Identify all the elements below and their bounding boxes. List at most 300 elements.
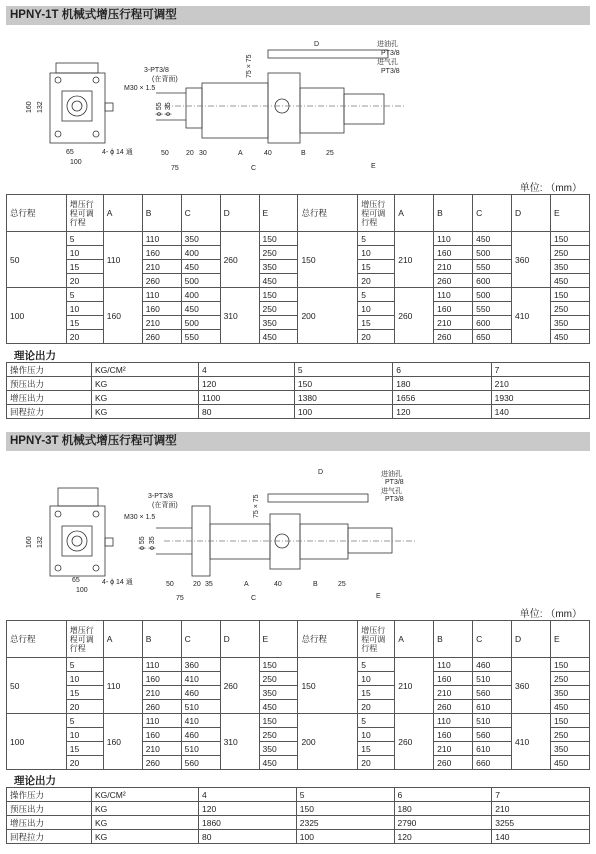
output-unit: KG <box>92 377 199 391</box>
dim-65: 65 <box>66 149 74 156</box>
cell-c: 510 <box>181 700 220 714</box>
cell-total: 100 <box>7 714 67 770</box>
header-b: B <box>434 621 473 658</box>
label-C: C <box>251 595 257 602</box>
output-value: 210 <box>491 377 589 391</box>
cell-c: 600 <box>473 316 512 330</box>
cell-c: 500 <box>181 274 220 288</box>
header-c: C <box>473 195 512 232</box>
cell-total: 100 <box>7 288 67 344</box>
cell-adjust: 10 <box>358 728 395 742</box>
cell-e: 350 <box>259 742 298 756</box>
header-adjust: 增压行程可调行程 <box>66 621 103 658</box>
thread: M30 × 1.5 <box>124 514 156 521</box>
cell-adjust: 10 <box>66 246 103 260</box>
cell-c: 510 <box>473 714 512 728</box>
cell-b: 110 <box>142 658 181 672</box>
cell-c: 500 <box>473 246 512 260</box>
cell-adjust: 15 <box>358 742 395 756</box>
cell-e: 250 <box>259 246 298 260</box>
cell-b: 210 <box>434 316 473 330</box>
cell-adjust: 15 <box>66 742 103 756</box>
table-row <box>7 658 590 672</box>
cell-c: 410 <box>181 714 220 728</box>
cell-a: 260 <box>395 288 434 344</box>
output-table <box>6 362 590 419</box>
cell-adjust: 15 <box>66 686 103 700</box>
cell-b: 160 <box>142 672 181 686</box>
output-row <box>7 816 590 830</box>
label-A: A <box>244 581 249 588</box>
cell-adjust: 15 <box>358 316 395 330</box>
cell-b: 160 <box>434 302 473 316</box>
cell-adjust: 5 <box>358 714 395 728</box>
output-value: 4 <box>199 788 297 802</box>
output-value: 80 <box>199 830 297 844</box>
header-a: A <box>103 621 142 658</box>
cell-e: 350 <box>550 316 589 330</box>
port-air: 进气孔 <box>377 59 398 66</box>
cell-c: 350 <box>181 232 220 246</box>
cell-b: 260 <box>434 756 473 770</box>
cell-c: 400 <box>181 246 220 260</box>
dim-25: 25 <box>326 150 334 157</box>
header-b: B <box>142 195 181 232</box>
cell-a: 110 <box>103 232 142 288</box>
label-E: E <box>376 593 381 600</box>
cell-adjust: 20 <box>358 330 395 344</box>
output-row <box>7 363 590 377</box>
label-E: E <box>371 163 376 170</box>
cell-b: 160 <box>142 246 181 260</box>
output-value: 7 <box>492 788 590 802</box>
cell-c: 660 <box>473 756 512 770</box>
cell-d: 410 <box>512 288 551 344</box>
cell-d: 260 <box>220 658 259 714</box>
output-value: 3255 <box>492 816 590 830</box>
output-label: 增压出力 <box>7 816 92 830</box>
label-B: B <box>313 581 318 588</box>
port-oil-size: PT3/8 <box>385 479 404 486</box>
output-value: 2790 <box>394 816 492 830</box>
dim-40: 40 <box>264 150 272 157</box>
dim-phi55: ϕ 55 <box>156 102 163 116</box>
cell-e: 350 <box>550 742 589 756</box>
header-c: C <box>181 621 220 658</box>
dim-75: 75 <box>176 595 184 602</box>
output-value: 120 <box>393 405 491 419</box>
cell-a: 210 <box>395 232 434 288</box>
cell-c: 610 <box>473 700 512 714</box>
output-label: 增压出力 <box>7 391 92 405</box>
cell-d: 410 <box>512 714 551 770</box>
output-label: 操作压力 <box>7 363 92 377</box>
dim-30: 30 <box>199 150 207 157</box>
table-row <box>7 232 590 246</box>
output-row <box>7 405 590 419</box>
port-air-size: PT3/8 <box>381 68 400 75</box>
output-unit: KG <box>92 816 199 830</box>
cell-c: 500 <box>181 316 220 330</box>
label-C: C <box>251 165 257 172</box>
output-title: 理论出力 <box>14 350 56 362</box>
header-c: C <box>181 195 220 232</box>
output-value: 6 <box>394 788 492 802</box>
cell-adjust: 10 <box>358 246 395 260</box>
output-value: 5 <box>296 788 394 802</box>
cell-total: 50 <box>7 232 67 288</box>
cell-c: 450 <box>181 302 220 316</box>
cell-c: 560 <box>473 686 512 700</box>
cell-b: 210 <box>434 686 473 700</box>
cell-c: 460 <box>181 728 220 742</box>
output-unit: KG <box>92 830 199 844</box>
cell-total: 150 <box>298 232 358 288</box>
output-value: 140 <box>492 830 590 844</box>
cell-b: 110 <box>142 714 181 728</box>
cell-adjust: 5 <box>66 288 103 302</box>
cell-total: 50 <box>7 658 67 714</box>
cell-c: 450 <box>181 260 220 274</box>
dim-160: 160 <box>26 536 33 548</box>
cell-b: 210 <box>142 686 181 700</box>
dimension-table <box>6 194 590 344</box>
cell-b: 260 <box>142 756 181 770</box>
output-row <box>7 377 590 391</box>
cell-adjust: 5 <box>358 658 395 672</box>
output-label: 操作压力 <box>7 788 92 802</box>
dim-hole: 4- ϕ 14 通 <box>102 149 133 156</box>
cell-e: 350 <box>550 686 589 700</box>
cell-e: 150 <box>259 288 298 302</box>
cell-adjust: 5 <box>66 232 103 246</box>
output-value: 120 <box>199 377 295 391</box>
cell-c: 550 <box>181 330 220 344</box>
header-e: E <box>550 195 589 232</box>
cell-adjust: 15 <box>66 260 103 274</box>
output-value: 210 <box>492 802 590 816</box>
cell-e: 150 <box>259 714 298 728</box>
cell-d: 360 <box>512 658 551 714</box>
cell-c: 610 <box>473 742 512 756</box>
output-value: 2325 <box>296 816 394 830</box>
output-unit: KG <box>92 802 199 816</box>
cell-a: 160 <box>103 288 142 344</box>
table-header-row <box>7 621 590 658</box>
cell-a: 210 <box>395 658 434 714</box>
cell-adjust: 20 <box>66 330 103 344</box>
port-oil: 进油孔 <box>377 41 398 48</box>
cell-b: 260 <box>434 330 473 344</box>
cell-b: 160 <box>142 728 181 742</box>
port-main-note: (在背面) <box>152 76 178 83</box>
dim-phi35: ϕ 35 <box>149 536 156 550</box>
cell-b: 210 <box>434 742 473 756</box>
cell-adjust: 5 <box>66 658 103 672</box>
output-table <box>6 787 590 844</box>
cell-b: 110 <box>434 714 473 728</box>
header-e: E <box>550 621 589 658</box>
cell-e: 150 <box>550 288 589 302</box>
cylinder-drawing <box>6 456 590 606</box>
cell-a: 260 <box>395 714 434 770</box>
cell-d: 260 <box>220 232 259 288</box>
cell-e: 150 <box>259 232 298 246</box>
cell-d: 310 <box>220 288 259 344</box>
dim-50: 50 <box>166 581 174 588</box>
cell-adjust: 10 <box>66 728 103 742</box>
cell-e: 350 <box>259 316 298 330</box>
output-unit: KG/CM² <box>92 363 199 377</box>
cell-e: 450 <box>259 756 298 770</box>
cell-e: 450 <box>259 274 298 288</box>
cell-b: 110 <box>434 232 473 246</box>
cell-e: 250 <box>550 728 589 742</box>
output-value: 7 <box>491 363 589 377</box>
output-unit: KG <box>92 391 199 405</box>
cell-b: 260 <box>434 274 473 288</box>
cell-b: 210 <box>142 742 181 756</box>
header-b: B <box>142 621 181 658</box>
output-title: 理论出力 <box>14 775 56 787</box>
section-title: HPNY-3T 机械式增压行程可调型 <box>6 432 590 451</box>
header-e: E <box>259 195 298 232</box>
cell-adjust: 10 <box>66 672 103 686</box>
dim-160: 160 <box>26 101 33 113</box>
output-value: 120 <box>394 830 492 844</box>
cell-adjust: 20 <box>358 756 395 770</box>
cell-e: 450 <box>550 330 589 344</box>
output-label: 预压出力 <box>7 377 92 391</box>
header-adjust: 增压行程可调行程 <box>66 195 103 232</box>
label-A: A <box>238 150 243 157</box>
header-adjust: 增压行程可调行程 <box>358 621 395 658</box>
output-row <box>7 830 590 844</box>
cell-adjust: 15 <box>66 316 103 330</box>
dim-40: 40 <box>274 581 282 588</box>
dim-20: 20 <box>186 150 194 157</box>
cell-c: 460 <box>181 686 220 700</box>
cell-b: 260 <box>142 274 181 288</box>
output-row <box>7 788 590 802</box>
header-adjust: 增压行程可调行程 <box>358 195 395 232</box>
header-a: A <box>395 195 434 232</box>
port-oil: 进油孔 <box>381 471 402 478</box>
output-value: 100 <box>294 405 392 419</box>
cell-e: 250 <box>550 246 589 260</box>
cell-adjust: 20 <box>358 700 395 714</box>
output-row <box>7 802 590 816</box>
cell-e: 450 <box>550 274 589 288</box>
cell-c: 510 <box>473 672 512 686</box>
cell-c: 560 <box>181 756 220 770</box>
cell-c: 450 <box>473 232 512 246</box>
port-main: 3-PT3/8 <box>148 493 173 500</box>
header-e: E <box>259 621 298 658</box>
cell-b: 110 <box>434 288 473 302</box>
cell-e: 450 <box>259 700 298 714</box>
cell-c: 650 <box>473 330 512 344</box>
cell-e: 350 <box>550 260 589 274</box>
output-row <box>7 391 590 405</box>
header-total: 总行程 <box>298 195 358 232</box>
cell-e: 250 <box>550 302 589 316</box>
header-total: 总行程 <box>7 621 67 658</box>
output-value: 4 <box>199 363 295 377</box>
cell-adjust: 5 <box>66 714 103 728</box>
cell-b: 160 <box>434 728 473 742</box>
cell-e: 350 <box>259 686 298 700</box>
dim-75x75: 75 × 75 <box>253 494 260 518</box>
dim-75: 75 <box>171 165 179 172</box>
cell-b: 160 <box>434 672 473 686</box>
cell-a: 110 <box>103 658 142 714</box>
cell-b: 260 <box>434 700 473 714</box>
output-value: 1930 <box>491 391 589 405</box>
cell-adjust: 15 <box>358 686 395 700</box>
output-unit: KG <box>92 405 199 419</box>
cell-c: 510 <box>181 742 220 756</box>
output-value: 1860 <box>199 816 297 830</box>
output-unit: KG/CM² <box>92 788 199 802</box>
cell-c: 460 <box>473 658 512 672</box>
cell-b: 110 <box>142 232 181 246</box>
output-value: 80 <box>199 405 295 419</box>
table-header-row <box>7 195 590 232</box>
cell-b: 110 <box>142 288 181 302</box>
dim-25: 25 <box>338 581 346 588</box>
dim-hole: 4- ϕ 14 通 <box>102 579 133 586</box>
label-B: B <box>301 150 306 157</box>
output-value: 5 <box>294 363 392 377</box>
output-value: 180 <box>393 377 491 391</box>
cell-adjust: 20 <box>66 756 103 770</box>
cell-d: 310 <box>220 714 259 770</box>
cell-c: 550 <box>473 302 512 316</box>
table-row <box>7 288 590 302</box>
cell-e: 150 <box>550 658 589 672</box>
output-value: 1656 <box>393 391 491 405</box>
cell-b: 210 <box>434 260 473 274</box>
output-label: 回程拉力 <box>7 405 92 419</box>
cell-c: 550 <box>473 260 512 274</box>
dim-75x75: 75 × 75 <box>246 54 253 78</box>
cell-b: 260 <box>142 700 181 714</box>
output-value: 150 <box>294 377 392 391</box>
cylinder-drawing <box>6 28 590 178</box>
output-value: 140 <box>491 405 589 419</box>
header-b: B <box>434 195 473 232</box>
cell-e: 250 <box>259 302 298 316</box>
section-title: HPNY-1T 机械式增压行程可调型 <box>6 6 590 25</box>
cell-e: 150 <box>259 658 298 672</box>
thread: M30 × 1.5 <box>124 85 156 92</box>
dim-50: 50 <box>161 150 169 157</box>
cell-adjust: 15 <box>358 260 395 274</box>
cell-total: 150 <box>298 658 358 714</box>
label-D: D <box>318 469 324 476</box>
cell-e: 450 <box>259 330 298 344</box>
cell-e: 250 <box>259 672 298 686</box>
cell-adjust: 10 <box>358 302 395 316</box>
cell-b: 110 <box>434 658 473 672</box>
label-D: D <box>314 41 320 48</box>
header-d: D <box>512 621 551 658</box>
output-value: 100 <box>296 830 394 844</box>
cell-c: 600 <box>473 274 512 288</box>
cell-c: 500 <box>473 288 512 302</box>
dimension-table <box>6 620 590 770</box>
header-c: C <box>473 621 512 658</box>
dim-phi35: ϕ 35 <box>165 102 172 116</box>
cell-adjust: 20 <box>66 274 103 288</box>
cell-e: 450 <box>550 700 589 714</box>
cell-adjust: 20 <box>66 700 103 714</box>
dim-phi55: ϕ 55 <box>139 536 146 550</box>
dim-35: 35 <box>205 581 213 588</box>
output-value: 1100 <box>199 391 295 405</box>
header-a: A <box>395 621 434 658</box>
unit-label: 单位: （mm） <box>519 609 582 620</box>
cell-e: 150 <box>550 714 589 728</box>
cell-a: 160 <box>103 714 142 770</box>
cell-adjust: 10 <box>66 302 103 316</box>
output-value: 6 <box>393 363 491 377</box>
header-total: 总行程 <box>298 621 358 658</box>
output-label: 预压出力 <box>7 802 92 816</box>
header-d: D <box>512 195 551 232</box>
output-value: 180 <box>394 802 492 816</box>
output-value: 150 <box>296 802 394 816</box>
cell-e: 250 <box>259 728 298 742</box>
port-air-size: PT3/8 <box>385 496 404 503</box>
cell-total: 200 <box>298 288 358 344</box>
port-main-note: (在背面) <box>152 502 178 509</box>
output-value: 1380 <box>294 391 392 405</box>
cell-d: 360 <box>512 232 551 288</box>
header-total: 总行程 <box>7 195 67 232</box>
dim-132: 132 <box>37 101 44 113</box>
cell-e: 150 <box>550 232 589 246</box>
cell-b: 160 <box>142 302 181 316</box>
output-label: 回程拉力 <box>7 830 92 844</box>
cell-b: 210 <box>142 260 181 274</box>
cell-b: 210 <box>142 316 181 330</box>
cell-adjust: 5 <box>358 232 395 246</box>
header-a: A <box>103 195 142 232</box>
cell-total: 200 <box>298 714 358 770</box>
dim-65: 65 <box>72 577 80 584</box>
cell-adjust: 10 <box>358 672 395 686</box>
output-value: 120 <box>199 802 297 816</box>
dim-132: 132 <box>37 536 44 548</box>
cell-b: 260 <box>142 330 181 344</box>
cell-adjust: 5 <box>358 288 395 302</box>
cell-e: 450 <box>550 756 589 770</box>
header-d: D <box>220 195 259 232</box>
cell-b: 160 <box>434 246 473 260</box>
port-main: 3-PT3/8 <box>144 67 169 74</box>
header-d: D <box>220 621 259 658</box>
cell-c: 410 <box>181 672 220 686</box>
port-air: 进气孔 <box>381 488 402 495</box>
dim-100: 100 <box>76 587 88 594</box>
cell-e: 350 <box>259 260 298 274</box>
cell-e: 250 <box>550 672 589 686</box>
table-row <box>7 714 590 728</box>
port-oil-size: PT3/8 <box>381 50 400 57</box>
cell-adjust: 20 <box>358 274 395 288</box>
